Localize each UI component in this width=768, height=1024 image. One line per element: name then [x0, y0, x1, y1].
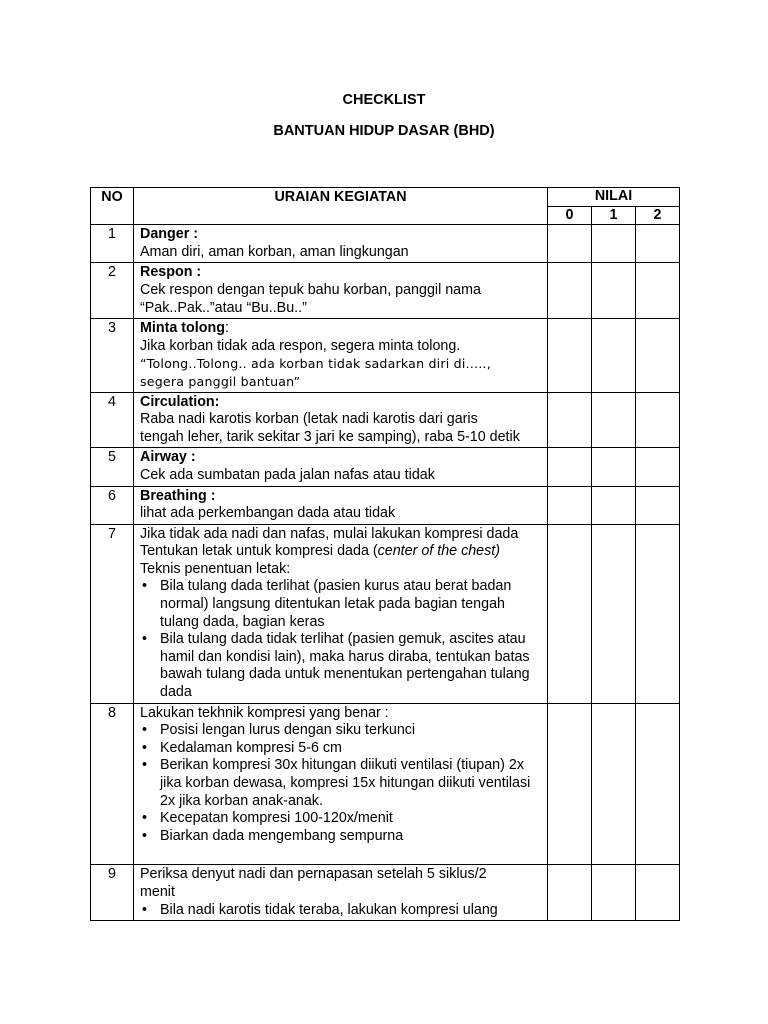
row-line: Teknis penentuan letak:: [140, 560, 291, 577]
row-number: 8: [91, 703, 134, 865]
score-cell-1[interactable]: [592, 448, 636, 486]
bullet-item: • Posisi lengan lurus dengan siku terkunci: [160, 722, 543, 740]
row-description: [134, 865, 548, 921]
table-row: [91, 319, 680, 392]
row-number: 6: [91, 486, 134, 524]
row-description: [134, 392, 548, 448]
row-line: Cek ada sumbatan pada jalan nafas atau tidak: [140, 466, 435, 483]
score-cell-2[interactable]: [636, 865, 680, 921]
table-row: [91, 448, 680, 486]
table-row: [91, 865, 680, 921]
bullet-item: • Bila tulang dada tidak terlihat (pasien gemuk, ascites atau hamil dan kondisi lain), maka harus diraba, tentukan batas bawah tulang dada untuk menentukan pertengahan tulang dada: [160, 631, 543, 701]
row-line-text: Tentukan letak untuk kompresi dada (: [140, 543, 378, 560]
score-cell-2[interactable]: [636, 703, 680, 865]
row-description: [134, 486, 548, 524]
row-line: tengah leher, tarik sekitar 3 jari ke samping), raba 5-10 detik: [140, 428, 520, 445]
score-cell-0[interactable]: [548, 263, 592, 319]
row-quote-line: “Tolong..Tolong.. ada korban tidak sadarkan diri di…..,: [140, 356, 491, 372]
row-description: [134, 703, 548, 865]
row-line-mixed: [140, 543, 543, 561]
header-score-1: 1: [592, 206, 636, 225]
checklist-table: [90, 187, 680, 921]
score-cell-2[interactable]: [636, 486, 680, 524]
bullet-item: • Kedalaman kompresi 5-6 cm: [160, 740, 543, 758]
row-line: lihat ada perkembangan dada atau tidak: [140, 505, 396, 522]
row-line: Cek respon dengan tepuk bahu korban, panggil nama: [140, 281, 481, 298]
row-description: [134, 448, 548, 486]
score-cell-0[interactable]: [548, 486, 592, 524]
score-cell-2[interactable]: [636, 392, 680, 448]
spacer: [140, 845, 543, 863]
score-cell-2[interactable]: [636, 448, 680, 486]
score-cell-2[interactable]: [636, 319, 680, 392]
table-row: [91, 392, 680, 448]
row-number: 9: [91, 865, 134, 921]
score-cell-2[interactable]: [636, 225, 680, 263]
score-cell-1[interactable]: [592, 225, 636, 263]
row-heading: Danger :: [140, 226, 198, 243]
row-description: [134, 319, 548, 392]
score-cell-1[interactable]: [592, 392, 636, 448]
score-cell-0[interactable]: [548, 392, 592, 448]
row-heading: Minta tolong: [140, 320, 225, 337]
bullet-item: • Bila tulang dada terlihat (pasien kurus atau berat badan normal) langsung ditentukan letak pada bagian tengah tulang dada, bagian keras: [160, 578, 543, 631]
row-heading-wrap: [140, 320, 543, 338]
row-line: menit: [140, 883, 175, 900]
row-number: 5: [91, 448, 134, 486]
bullet-list: [140, 902, 543, 920]
table-row: [91, 486, 680, 524]
row-heading: Respon :: [140, 264, 202, 281]
header-score-0: 0: [548, 206, 592, 225]
row-description: [134, 225, 548, 263]
row-line: “Pak..Pak..”atau “Bu..Bu..”: [140, 299, 307, 316]
header-no: NO: [91, 188, 134, 225]
row-number: 7: [91, 524, 134, 703]
table-row: [91, 263, 680, 319]
row-heading: Breathing :: [140, 487, 216, 504]
header-uraian: URAIAN KEGIATAN: [134, 188, 548, 225]
header-nilai: NILAI: [548, 188, 680, 207]
score-cell-1[interactable]: [592, 486, 636, 524]
table-row: [91, 524, 680, 703]
bullet-list: [140, 722, 543, 845]
score-cell-1[interactable]: [592, 865, 636, 921]
row-heading: Airway :: [140, 449, 196, 466]
bullet-item: • Bila nadi karotis tidak teraba, lakukan kompresi ulang: [160, 902, 543, 920]
page-subtitle: BANTUAN HIDUP DASAR (BHD): [273, 123, 495, 139]
row-line: Jika korban tidak ada respon, segera minta tolong.: [140, 337, 461, 354]
row-number: 2: [91, 263, 134, 319]
row-quote-line: segera panggil bantuan”: [140, 373, 301, 389]
score-cell-0[interactable]: [548, 448, 592, 486]
bullet-list: [140, 578, 543, 701]
page-title: CHECKLIST: [342, 92, 426, 108]
row-number: 4: [91, 392, 134, 448]
row-heading-suffix: :: [224, 320, 229, 337]
score-cell-0[interactable]: [548, 225, 592, 263]
row-line-italic: center of the chest): [377, 543, 501, 560]
header-score-2: 2: [636, 206, 680, 225]
score-cell-0[interactable]: [548, 703, 592, 865]
score-cell-0[interactable]: [548, 524, 592, 703]
table-row: [91, 703, 680, 865]
score-cell-1[interactable]: [592, 263, 636, 319]
row-description: [134, 263, 548, 319]
score-cell-1[interactable]: [592, 703, 636, 865]
score-cell-0[interactable]: [548, 319, 592, 392]
score-cell-2[interactable]: [636, 263, 680, 319]
row-line: Lakukan tekhnik kompresi yang benar :: [140, 704, 389, 721]
score-cell-0[interactable]: [548, 865, 592, 921]
row-number: 1: [91, 225, 134, 263]
row-description: [134, 524, 548, 703]
bullet-item: • Kecepatan kompresi 100-120x/menit: [160, 810, 543, 828]
score-cell-2[interactable]: [636, 524, 680, 703]
row-line: Periksa denyut nadi dan pernapasan setelah 5 siklus/2: [140, 866, 487, 883]
row-number: 3: [91, 319, 134, 392]
score-cell-1[interactable]: [592, 319, 636, 392]
bullet-item: • Berikan kompresi 30x hitungan diikuti ventilasi (tiupan) 2x jika korban dewasa, kompresi 15x hitungan diikuti ventilasi 2x jika korban anak-anak.: [160, 757, 543, 810]
bullet-item: • Biarkan dada mengembang sempurna: [160, 828, 543, 846]
table-row: [91, 225, 680, 263]
row-line: Raba nadi karotis korban (letak nadi karotis dari garis: [140, 411, 478, 428]
row-heading: Circulation:: [140, 393, 220, 410]
row-line: Jika tidak ada nadi dan nafas, mulai lakukan kompresi dada: [140, 525, 519, 542]
row-line: Aman diri, aman korban, aman lingkungan: [140, 243, 409, 260]
score-cell-1[interactable]: [592, 524, 636, 703]
